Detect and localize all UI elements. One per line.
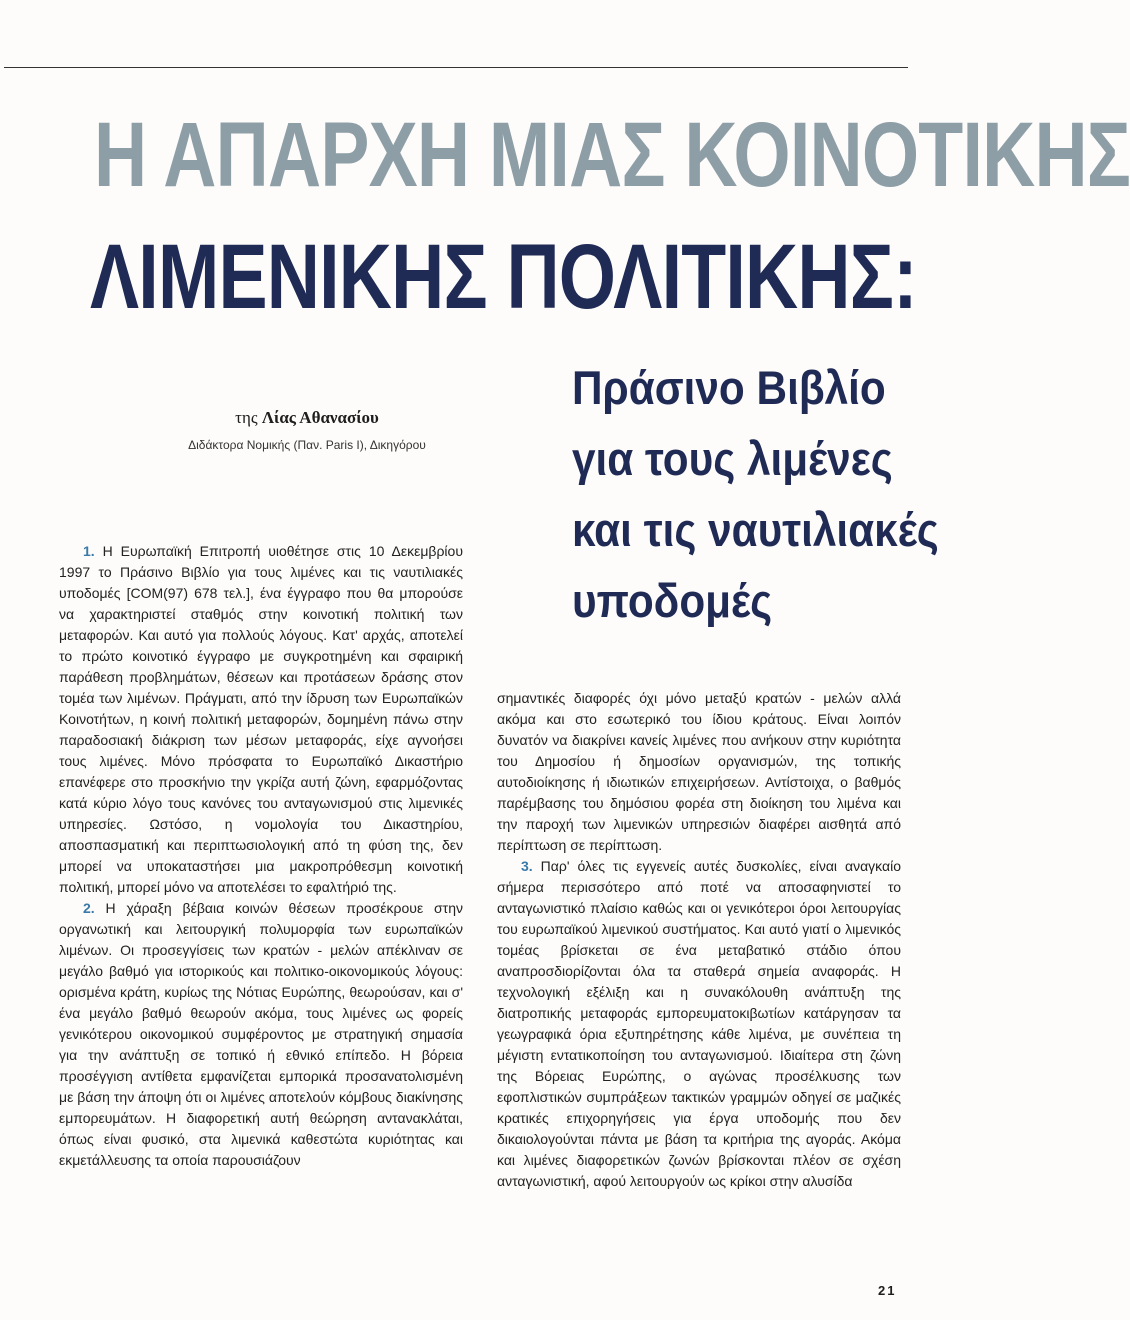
column-right — [497, 688, 901, 1192]
paragraph-3-number: 3. — [521, 858, 533, 874]
byline-prefix: της — [235, 408, 258, 427]
paragraph-2-text: Η χάραξη βέβαια κοινών θέσεων προσέκρουε στην οργανωτική και λειτουργική πολυμορφία των ευρωπαϊκών λιμένων. Οι προσεγγίσεις των κρατών - μελών απέκλιναν σε μεγάλο βαθμό για ιστορικούς και πολιτικο-οικονομικούς λόγους: ορισμένα κράτη, κυρίως της Νότιας Ευρώπης, θεωρούσαν, και σ' ένα μεγάλο βαθμό θεωρούν ακόμα, τους λιμένες ως φορείς γενικότερου οικονομικού συμφέροντος με στρατηγική σημασία για την ανάπτυξη σε τοπικό ή εθνικό επίπεδο. Η βόρεια προσέγγιση αντίθετα εμφανίζεται εμπορικά προσανατολισμένη με βάση την άποψη ότι οι λιμένες αποτελούν κόμβους διακίνησης εμπορευμάτων. Η διαφορετική αυτή θεώρηση αντανακλάται, όπως είναι φυσικό, στα λιμενικά καθεστώτα κυριότητας και εκμετάλλευσης τα οποία παρουσιάζουν — [59, 900, 463, 1168]
paragraph-1 — [59, 541, 463, 898]
author-affiliation: Διδάκτορα Νομικής (Παν. Paris I), Δικηγόρου — [188, 438, 426, 452]
paragraph-2 — [59, 898, 463, 1171]
byline — [0, 408, 614, 428]
title-line-2: ΛΙΜΕΝΙΚΗΣ ΠΟΛΙΤΙΚΗΣ: — [90, 226, 917, 328]
top-rule — [4, 67, 908, 68]
subtitle-line-2: για τους λιμένες — [572, 432, 893, 485]
subtitle-line-3: και τις ναυτιλιακές — [572, 503, 939, 556]
page-number: 21 — [878, 1283, 897, 1298]
column-left — [59, 541, 463, 1171]
paragraph-3-text: Παρ' όλες τις εγγενείς αυτές δυσκολίες, είναι αναγκαίο σήμερα περισσότερο από ποτέ να αποσαφηνιστεί το ανταγωνιστικό πλαίσιο καθώς και οι γενικότεροι όροι λειτουργίας του ευρωπαϊκού λιμενικού συστήματος. Και αυτό γιατί ο λιμενικός τομέας βρίσκεται σε ένα μεταβατικό στάδιο όπου αναπροσδιορίζονται όλα τα σταθερά σημεία αναφοράς. Η τεχνολογική εξέλιξη και η συνακόλουθη ανάπτυξη της διατροπικής μεταφοράς εμπορευματοκιβωτίων κατάργησαν τα γεωγραφικά όρια εξυπηρέτησης κάθε λιμένα, με συνέπεια τη μέγιστη εντατικοποίηση του ανταγωνισμού. Ιδιαίτερα στη ζώνη της Βόρειας Ευρώπης, ο αγώνας προσέλκυσης των εφοπλιστικών συμπράξεων τακτικών γραμμών οδηγεί σε μαζικές κρατικές επιχορηγήσεις για έργα υποδομής που δεν δικαιολογούνται πάντα με βάση τα κριτήρια της αγοράς. Ακόμα και λιμένες διαφορετικών ζωνών βρίσκονται πλέον σε σχέση ανταγωνιστική, αφού λειτουργούν ως κρίκοι στην αλυσίδα — [497, 858, 901, 1189]
subtitle-line-1: Πράσινο Βιβλίο — [572, 361, 886, 414]
paragraph-1-number: 1. — [83, 543, 95, 559]
paragraph-2-continued: σημαντικές διαφορές όχι μόνο μεταξύ κρατών - μελών αλλά ακόμα και στο εσωτερικό του ίδιου κράτους. Είναι λοιπόν δυνατόν να διακρίνει κανείς λιμένες που ανήκουν στην κυριότητα του Δημοσίου ή δημοσίων οργανισμών, της τοπικής αυτοδιοίκησης ή ιδιωτικών επιχειρήσεων. Αντίστοιχα, ο βαθμός παρέμβασης του δημόσιου φορέα στη διοίκηση του λιμένα και την παροχή των λιμενικών υπηρεσιών διαφέρει αισθητά από περίπτωση σε περίπτωση. — [497, 690, 901, 853]
paragraph-2-number: 2. — [83, 900, 95, 916]
subtitle — [572, 352, 939, 636]
subtitle-line-4: υποδομές — [572, 574, 773, 627]
paragraph-1-text: Η Ευρωπαϊκή Επιτροπή υιοθέτησε στις 10 Δεκεμβρίου 1997 το Πράσινο Βιβλίο για τους λιμένες και τις ναυτιλιακές υποδομές [COM(97) 678 τελ.], ένα έγγραφο που θα μπορούσε να χαρακτηριστεί σταθμός στην κοινοτική πολιτική των μεταφορών. Και αυτό για πολλούς λόγους. Κατ' αρχάς, αποτελεί το πρώτο κοινοτικό έγγραφο με συγκροτημένη και σφαιρική παράθεση προβλημάτων, θέσεων και προτάσεων δράσης στον τομέα των λιμένων. Πράγματι, από την ίδρυση των Ευρωπαϊκών Κοινοτήτων, η κοινή πολιτική μεταφορών, δομημένη πάνω στην παραδοσιακή διάκριση των μέσων μεταφοράς, είχε αγνοήσει τους λιμένες. Μόνο πρόσφατα το Ευρωπαϊκό Δικαστήριο επανέφερε στο προσκήνιο την γκρίζα αυτή ζώνη, εφαρμόζοντας κατά κύριο λόγο τους κανόνες του ανταγωνισμού στις λιμενικές υπηρεσίες. Ωστόσο, η νομολογία του Δικαστηρίου, αποσπασματική και περιπτωσιολογική από τη φύση της, δεν μπορεί να υποκαταστήσει μια μακροπρόθεσμη κοινοτική πολιτική, μπορεί μόνο να αποτελέσει το εφαλτήριό της. — [59, 543, 463, 895]
title-line-1: Η ΑΠΑΡΧΗ ΜΙΑΣ ΚΟΙΝΟΤΙΚΗΣ — [94, 104, 1130, 206]
paragraph-3 — [497, 856, 901, 1192]
author-name: Λίας Αθανασίου — [261, 408, 379, 427]
